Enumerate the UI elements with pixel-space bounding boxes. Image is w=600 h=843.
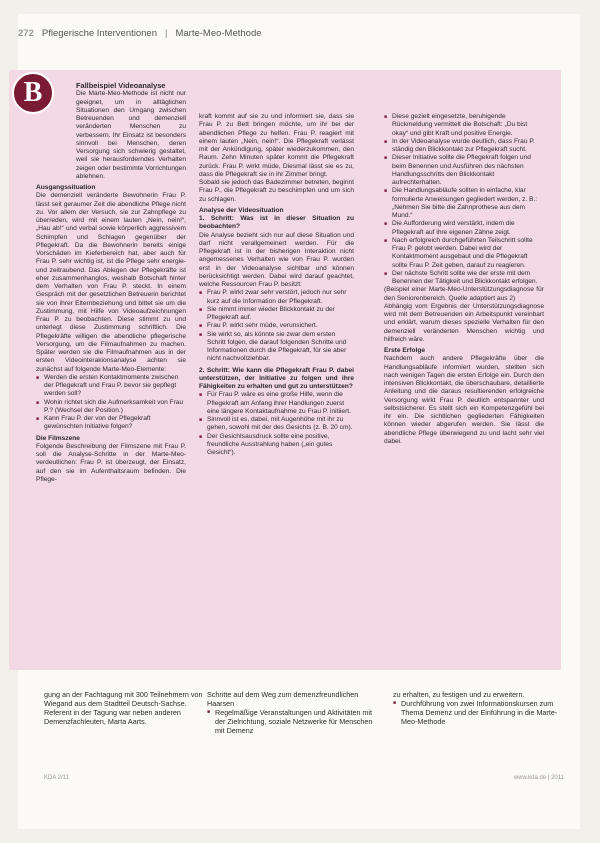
- list-item: ■ Durchführung von zwei Informationskursen zum Thema Demenz und der Einführung in die Marte-Meo-Methode: [393, 699, 563, 726]
- list-item: ■ Für Frau P. wäre es eine große Hilfe, wenn die Pflegekraft am Anfang ihrer Handlungen zuerst eine längere Kontaktaufnahme zu Frau P. initiiert.: [199, 391, 354, 416]
- list-item: ■ Diese gezielt eingesetzte, beruhigende Rückmeldung vermittelt die Botschaft: „Du bist okay“ und gibt Kraft und positive Energie.: [384, 113, 544, 138]
- list-item: ■ Kann Frau P. der von der Pflegekraft gewünschten Initiative folgen?: [36, 415, 186, 432]
- paragraph: zu erhalten, zu festigen und zu erweitern.: [393, 690, 525, 699]
- steps-list: [393, 699, 563, 726]
- situation-heading: Ausgangssituation: [36, 184, 96, 191]
- box-column-2: [199, 113, 354, 457]
- list-item: ■ Dieser Initiative sollte die Pflegekraft folgen und beim Benennen und Ausführen des nächsten Handlungsschritts den Blickkontakt aufrechterhalten.: [384, 154, 544, 187]
- body-column-3: [393, 690, 563, 726]
- results-text: Nachdem auch andere Pflegekräfte über die Handlungsabläufe informiert wurden, stellten sich nach wenigen Tagen die ersten Erfolge ein. Durch den intensiven Blickkontakt, die überschaubare, detaillierte Anleitung und die daraus resultierenden erfolgreiche Versorgung wirkt Frau P. deutlich entspannter und selbstsicherer. Es stellt sich ein Kompetenzgefühl bei ihr ein. Die sichtlichen gegliederten Fähigkeiten können wieder abgerufen werden. Sie lässt die abendliche Pflege überwiegend zu und lacht sehr viel dabei.: [384, 355, 544, 445]
- list-item: ■ Der Gesichtsausdruck sollte eine positive, freundliche Ausstrahlung haben („ein gutes Gesicht“).: [199, 433, 354, 458]
- list-item: ■ Regelmäßige Veranstaltungen und Aktivitäten mit der Zielrichtung, soziale Netzwerke für Menschen mit Demenz: [207, 708, 377, 735]
- footer-right: www.kda.de | 2011: [513, 775, 564, 781]
- paragraph: Schritte auf dem Weg zum demenzfreundlichen Haarsen: [207, 690, 359, 708]
- page-footer: [44, 775, 564, 781]
- list-item: ■ In der Videoanalyse wurde deutlich, dass Frau P. ständig den Blickkontakt zur Pflegekraft sucht.: [384, 138, 544, 155]
- list-item: ■ Nach erfolgreich durchgeführten Teilschritt sollte Frau P. gelobt werden. Dabei wird der Kontaktmoment ausgebaut und die Pflegekraft sollte Frau P. Zeit geben, darauf zu reagieren.: [384, 237, 544, 270]
- page-number: 272: [18, 28, 34, 39]
- header-separator: |: [165, 28, 168, 39]
- list-item: ■ Sie wirkt so, als könnte sie zwar dem ersten Schritt folgen, die darauf folgenden Schritte und Informationen durch die Pflegekraft, für sie aber nicht nachvollziehbar.: [199, 331, 354, 364]
- box-column-3: [384, 113, 544, 446]
- paragraph: Abhängig vom Ergebnis der Unterstützungsdiagnose wird mit dem Betreuenden ein Arbeitspunkt vereinbart und erklärt, warum dieses spezielle Verhalten für den demenziell veränderten Menschen wichtig und hilfreich wäre.: [384, 302, 544, 343]
- step-1-list: [199, 289, 354, 363]
- step-1-text: Die Analyse bezieht sich nur auf diese Situation und darf nicht verallgemeinert werden. Für die Pflegekraft ist in der bisherigen Interaktion nicht angemessenes Verhalten wie von Frau P. wurden erst in der Videoanalyse sichtbar und können berücksichtigt werden. Dabei wird darauf geachtet, welche Ressourcen Frau P. besitzt:: [199, 231, 354, 288]
- body-column-2: [207, 690, 377, 735]
- paragraph: gung an der Fachtagung mit 300 Teilnehmern von Wiegand aus dem Stadtteil Deutsch-Sachse. Referent in der Tagung war neben anderen Demenzfachleuten, Marta Aarts.: [44, 690, 203, 726]
- step-1-heading: 1. Schritt: Was ist in dieser Situation zu beobachten?: [199, 215, 354, 231]
- list-item: ■ Werden die ersten Kontaktmomente zwischen der Pflegekraft und Frau P. bevor sie gepflegt werden soll?: [36, 374, 186, 399]
- source-note: (Beispiel einer Marte-Meo-Unterstützungsdiagnose für den Seniorenbereich. Quelle adaptiert aus 2): [384, 286, 544, 302]
- step-2-heading: 2. Schritt: Wie kann die Pflegekraft Frau P. dabei unterstützen, der Initiative zu folgen und ihre Fähigkeiten zu erhalten und gut zu unterstützen?: [199, 366, 354, 390]
- paragraph: Sobald sie jedoch das Badezimmer betreten, beginnt Frau P., die Pflegekraft zu beschimpfen und um sich zu schlagen.: [199, 179, 354, 203]
- list-item: ■ Frau P. wirkt zwar sehr verstört, jedoch nur sehr kurz auf die Information der Pflegekraft.: [199, 289, 354, 306]
- results-heading: Erste Erfolge: [384, 347, 426, 354]
- chapter-title: Marte-Meo-Methode: [175, 28, 262, 39]
- case-title: Fallbeispiel Videoanalyse: [76, 81, 166, 90]
- analysis-heading: Analyse der Videosituation: [199, 206, 284, 214]
- list-item: ■ Wohin richtet sich die Aufmerksamkeit von Frau P.? (Wechsel der Position.): [36, 399, 186, 416]
- footer-left: KDA 2/11: [44, 775, 69, 781]
- list-item: ■ Frau P. wirkt sehr müde, verunsichert.: [199, 322, 354, 330]
- body-column-1: [44, 690, 204, 726]
- step-2-list: [199, 391, 354, 457]
- list-item: ■ Sie nimmt immer wieder Blickkontakt zu der Pflegekraft auf.: [199, 306, 354, 323]
- paragraph: kraft kommt auf sie zu und informiert sie, dass sie Frau P. zu Bett bringen möchte, um ihr bei der abendlichen Pflege zu helfen. Frau P. reagiert mit einem lauten „Nein, nein!“. Die Pflegekraft verlässt mit der Ankündigung, später wiederzukommen, den Raum. Zehn Minuten später kommt die Pflegekraft zurück. Frau P. wirkt müde, Diesmal lässt sie es zu, dass die Pflegekraft sie in ihr Zimmer bringt.: [199, 113, 354, 178]
- list-item: ■ Der nächste Schritt sollte wie der erste mit dem Benennen der Tätigkeit und Blickkontakt erfolgen.: [384, 270, 544, 287]
- section-title: Pflegerische Interventionen: [41, 28, 157, 39]
- case-intro: Die Marte-Meo-Methode ist nicht nur geeignet, um in alltäglichen Situationen den Umgang zwischen Betreuenden und demenziell veränderten Menschen zu verbessern. Ihr Einsatz ist besonders sinnvoll bei Menschen, deren Versorgung sich schwierig gestaltet, weil sie herausforderndes Verhalten zeigen oder bestimmte Vorrichtungen ablehnen.: [76, 90, 186, 180]
- list-item: ■ Sinnvoll ist es, dabei, mit Augenhöhe mit ihr zu gehen, sowohl mit der des Gesichts (z. B. 20 cm).: [199, 416, 354, 433]
- film-text: Folgende Beschreibung der Filmszene mit Frau P. soll die Analyse-Schritte in der Marte-Meo-verdeutlichen: Frau P. ist überzeugt, der Einsatz, auf den sie im Aufenthaltsraum befinden. Die Pflege-: [36, 442, 186, 483]
- steps-list: [207, 708, 377, 735]
- list-item: ■ Die Handlungsabläufe sollten in einfache, klar formulierte Anweisungen gegliedert werden, z. B.: „Nehmen Sie bitte die Zahnprothese aus dem Mund.“: [384, 187, 544, 220]
- page-header: [18, 28, 558, 39]
- elements-list: [36, 374, 186, 432]
- support-list: [384, 113, 544, 286]
- situation-text: Die demenziell veränderte Bewohnerin Frau P. lässt seit geraumer Zeit die abendliche Pflege nicht zu. Vor allem der Versuch, sie zur Zahnpflege zu überreden, wird mit einem lauten „Nein, nein!“, „Hau ab!“ und verbal sowie körperlich aggressivem Schimpfen und Schlagen gegenüber der Pflegekraft. Da die Bewohnerin bereits einige Vorschäden im Kieferbereich hat, aber auch für Frau P. sehr wichtig ist, ist die Pflege sehr energie- und zeitraubend. Das Ablegen der Pflegekräfte ist eher zusammenhanglos, weshalb Botschaft hinter dem Verhalten von Frau P. steckt. In einem Gespräch mit der gesetzlichen Betreuerin berichtet sie von ihrer Elternbeziehung und bittet sie um die Zustimmung, mit Hilfe von Videoaufzeichnungen Frau P. zu beobachten. Diese stimmt zu und unterlegt diese Zustimmung schriftlich. Die Pflegekräfte willigen die abendliche pflegerische Versorgung, um die Filmaufnahmen zu machen. Später werden sie die Filmaufnahmen aus in der ersten Videointerakionsanalyse achten sie zunächst auf folgende Marte-Meo-Elemente:: [36, 192, 186, 373]
- film-heading: Die Filmszene: [36, 434, 80, 442]
- list-item: ■ Die Aufforderung wird verstärkt, indem die Pflegekraft auf ihre eigenen Zähne zeigt.: [384, 220, 544, 237]
- box-column-1: [36, 82, 186, 484]
- box-letter-badge: B: [12, 72, 54, 114]
